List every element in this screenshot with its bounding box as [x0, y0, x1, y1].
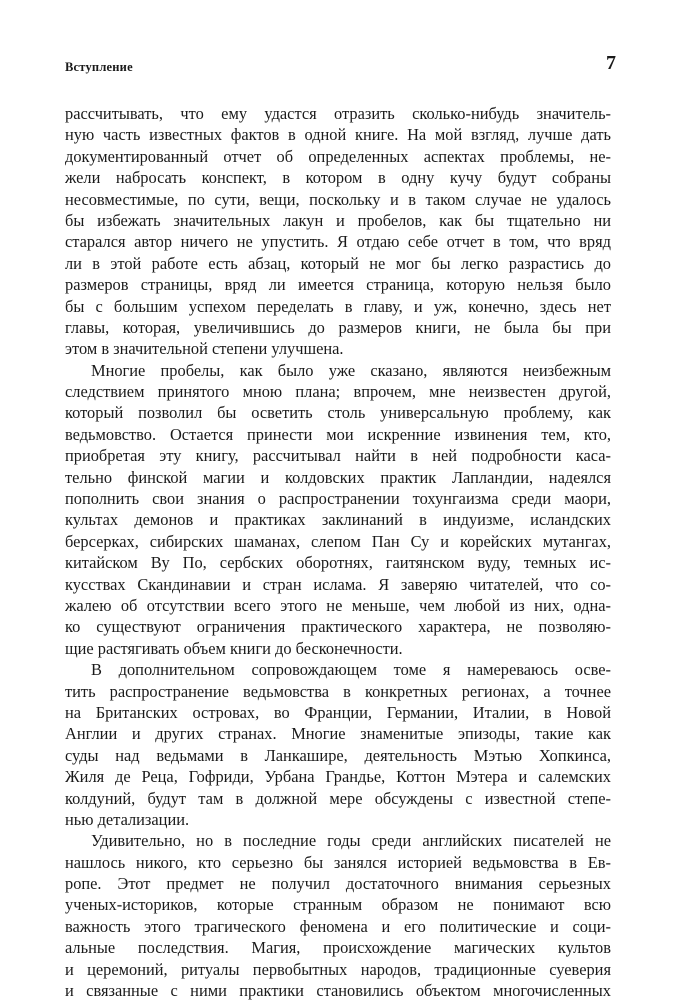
text-line: несовместимые, по сути, вещи, поскольку и в таком случае не удалось	[65, 189, 611, 209]
text-line: этом в значительной степени улучшена.	[65, 339, 344, 359]
text-line: альные последствия. Магия, происхождение магических культов	[65, 938, 611, 958]
text-line: бы с большим успехом переделать в главу, и уж, конечно, здесь нет	[65, 296, 611, 316]
text-line: колдуний, будут там в должной мере обсуждены с известной степе-	[65, 788, 611, 808]
text-line: нашлось никого, кто серьезно бы занялся историей ведьмовства в Ев-	[65, 852, 611, 872]
text-line: старался автор ничего не упустить. Я отдаю себе отчет в том, что вряд	[65, 232, 611, 252]
text-line: на Британских островах, во Франции, Германии, Италии, в Новой	[65, 702, 611, 722]
text-line: главы, которая, увеличившись до размеров книги, не была бы при	[65, 317, 611, 337]
text-line: бы избежать значительных лакун и пробелов, как бы тщательно ни	[65, 210, 611, 230]
text-line: ученых-историков, которые странным образом не понимают всю	[65, 895, 611, 915]
text-line: важность этого трагического феномена и его политические и соци-	[65, 916, 611, 936]
text-line: и связанные с ними практики становились объектом многочисленных	[65, 981, 611, 1001]
text-line: ли в этой работе есть абзац, который не мог бы легко разрастись до	[65, 253, 611, 273]
text-line: нью детализации.	[65, 809, 190, 829]
text-line: кусствах Скандинавии и стран ислама. Я заверяю читателей, что со-	[65, 574, 611, 594]
text-line: тить распространение ведьмовства в конкретных регионах, а точнее	[65, 681, 611, 701]
text-line: ную часть известных фактов в одной книге. На мой взгляд, лучше дать	[65, 125, 611, 145]
text-line: ко существуют ограничения практического характера, не позволяю-	[65, 617, 611, 637]
text-line: щие растягивать объем книги до бесконечности.	[65, 638, 403, 658]
page-number: 7	[606, 52, 616, 74]
text-line: Удивительно, но в последние годы среди английских писателей не	[91, 831, 611, 851]
text-line: тельно финской магии и колдовских практик Лапландии, надеялся	[65, 467, 611, 487]
paragraph	[65, 360, 611, 659]
text-line: культах демонов и практиках заклинаний в индуизме, исландских	[65, 510, 611, 530]
running-head: Вступление	[65, 60, 133, 74]
text-line: китайском Ву По, сербских оборотнях, гаитянском вуду, темных ис-	[65, 553, 611, 573]
text-line: Англии и других странах. Многие знаменитые эпизоды, такие как	[65, 724, 611, 744]
paragraph	[65, 659, 611, 830]
text-line: Многие пробелы, как было уже сказано, являются неизбежным	[91, 360, 611, 380]
text-line: В дополнительном сопровождающем томе я намереваюсь осве-	[91, 660, 611, 680]
text-line: документированный отчет об определенных аспектах проблемы, не-	[65, 146, 611, 166]
text-line: приобретая эту книгу, рассчитывал найти в ней подробности каса-	[65, 446, 611, 466]
text-line: Жиля де Реца, Гофриди, Урбана Грандье, Коттон Мэтера и салемских	[65, 767, 611, 787]
text-line: жели набросать конспект, в котором в одну кучу будут собраны	[65, 168, 611, 188]
paragraph	[65, 103, 611, 360]
text-line: ведьмовство. Остается принести мои искренние извинения тем, кто,	[65, 424, 611, 444]
text-line: который позволил бы осветить столь универсальную проблему, как	[65, 403, 611, 423]
text-line: пополнить свои знания о распространении тохунгаизма среди маори,	[65, 489, 611, 509]
paragraph	[65, 830, 611, 1001]
text-line: ропе. Этот предмет не получил достаточного внимания серьезных	[65, 874, 611, 894]
text-line: суды над ведьмами в Ланкашире, деятельность Мэтью Хопкинса,	[65, 745, 611, 765]
text-line: берсерках, сибирских шаманах, слепом Пан Су и корейских мутангах,	[65, 531, 611, 551]
body-text	[65, 103, 611, 1001]
text-line: размеров страницы, вряд ли имеется страница, которую нельзя было	[65, 275, 611, 295]
text-line: и церемоний, ритуалы первобытных народов, традиционные суеверия	[65, 959, 611, 979]
text-line: жалею об отсутствии всего этого не меньше, чем любой из них, одна-	[65, 595, 611, 615]
text-line: рассчитывать, что ему удастся отразить сколько-нибудь значитель-	[65, 104, 611, 123]
text-line: следствием принятого мною плана; впрочем, мне неизвестен другой,	[65, 382, 611, 402]
